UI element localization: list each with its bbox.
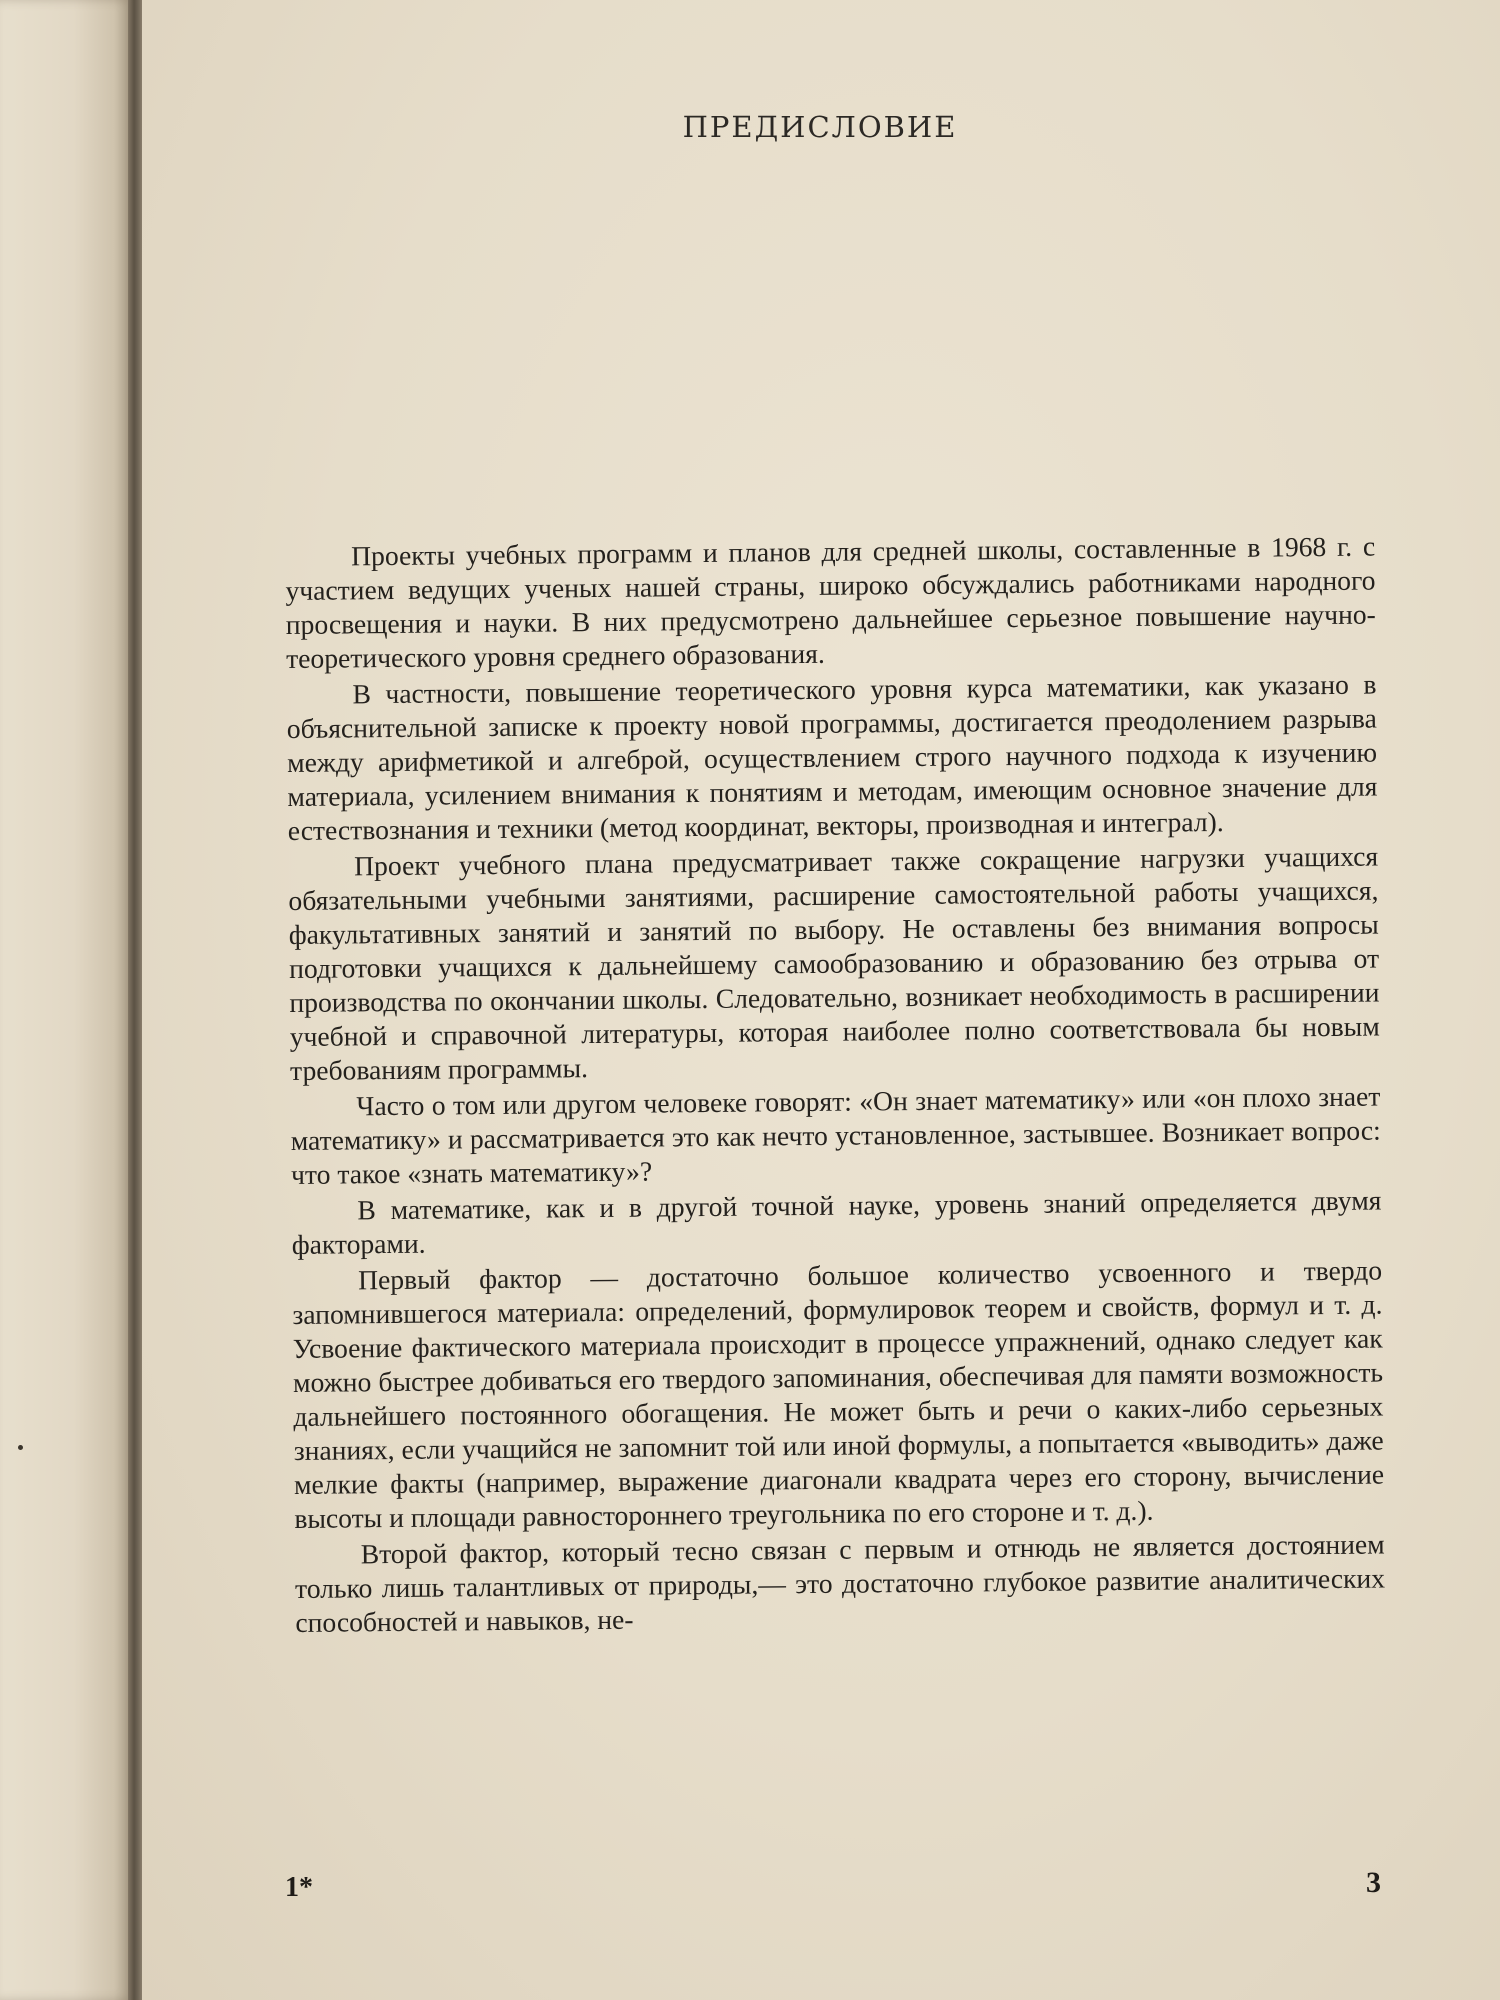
page-number: 3: [1366, 1866, 1381, 1899]
paragraph-6: Первый фактор — достаточно большое количество усвоенного и твердо запомнившегося материала: определений, формулировок теорем и свойств, формул и т. д. Усвоение фактического материала происходит в процессе упражнений, однако следует как можно быстрее добиваться его твердого запоминания, обеспечивая для памяти возможность дальнейшего постоянного обогащения. Не может быть и речи о каких-либо серьезных знаниях, если учащийся не запомнит той или иной формулы, а попытается «выводить» даже мелкие факты (например, выражение диагонали квадрата через его сторону, вычисление высоты и площади равностороннего треугольника по его стороне и т. д.).: [292, 1254, 1385, 1534]
paragraph-4: Часто о том или другом человеке говорят: «Он знает математику» или «он плохо знает математику» и рассматривается это как нечто установленное, застывшее. Возникает вопрос: что такое «знать математику»?: [290, 1080, 1381, 1190]
paragraph-2: В частности, повышение теоретического уровня курса математики, как указано в объяснительной записке к проекту новой программы, достигается преодолением разрыва между арифметикой и алгеброй, осуществлением строго научного подхода к изучению материала, усилением внимания к понятиям и методам, имеющим основное значение для естествознания и техники (метод координат, векторы, производная и интеграл).: [286, 668, 1378, 846]
paragraph-1: Проекты учебных программ и планов для средней школы, составленные в 1968 г. с участием ведущих ученых нашей страны, широко обсуждались работниками народного просвещения и науки. В них предусмотрено дальнейшее серьезное повышение научно-теоретического уровня среднего образования.: [285, 530, 1376, 674]
book-gutter: [128, 0, 142, 2000]
page-title-text: ПРЕДИСЛОВИЕ: [682, 110, 958, 144]
page-title: [0, 110, 1500, 144]
paragraph-5: В математике, как и в другой точной науке, уровень знаний определяется двумя факторами.: [291, 1184, 1382, 1260]
left-page-edge: [0, 0, 134, 2000]
paragraph-3: Проект учебного плана предусматривает также сокращение нагрузки учащихся обязательными учебными занятиями, расширение самостоятельной работы учащихся, факультативных занятий и занятий по выбору. Не оставлены без внимания вопросы подготовки учащихся к дальнейшему самообразованию и образованию без отрыва от производства по окончании школы. Следовательно, возникает необходимость в расширении учебной и справочной литературы, которая наиболее полно соответствовала бы новым требованиям программы.: [288, 840, 1380, 1086]
signature-mark: 1*: [285, 1872, 313, 1903]
ink-speck: [18, 1445, 23, 1450]
body-text: [285, 530, 1386, 1640]
paragraph-7: Второй фактор, который тесно связан с первым и отнюдь не является достоянием только лишь талантливых от природы,— это достаточно глубокое развитие аналитических способностей и навыков, не-: [294, 1528, 1386, 1638]
